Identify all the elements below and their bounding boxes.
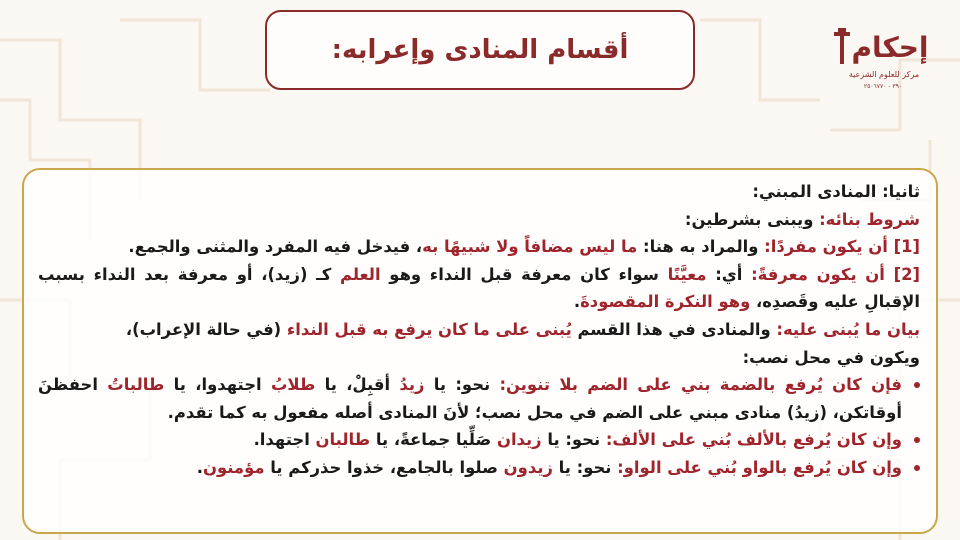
list-item: فإن كان يُرفع بالضمة بني على الضم بلا تنوين: نحو: يا زيدُ أقبِلْ، يا طلابُ اجتهدوا، يا طالباتُ احفظنَ أوقاتكن، (زيدُ) منادى مبني على الضم في محل نصب؛ لأنَ المنادى أصله مفعول به كما تقدم. (38, 371, 902, 426)
condition-1: [1] أن يكون مفردًا: والمراد به هنا: ما ليس مضافاً ولا شبيهًا به، فيدخل فيه المفرد والمثنى والجمع. (128, 237, 920, 257)
content-panel (22, 168, 938, 534)
rules-list (38, 371, 920, 481)
conditions-line: شروط بنائه: ويبنى بشرطين: (684, 209, 920, 229)
section-heading: ثانيا: المنادى المبني: (752, 182, 920, 201)
bullet-icon (914, 437, 920, 443)
position-line: ويكون في محل نصب: (742, 347, 920, 367)
brand-logo (820, 26, 938, 98)
logo-number: ٣٩٠ - ٢٥٠٦٧٧٠ (863, 83, 903, 90)
page-title: أقسام المنادى وإعرابه: (331, 35, 629, 65)
logo-subtitle: مركز للعلوم الشرعية (848, 70, 920, 79)
logo-wordmark: إحكام (851, 31, 929, 64)
condition-2: [2] أن يكون معرفةً: أي: معيَّنًا سواء كان معرفة قبل النداء وهو العلم كـ (زيد)، أو معرفة بعد النداء بسبب الإقبالِ عليه وقَصدِه، وهو النكرة المقصودةَ. (38, 264, 921, 312)
bullet-icon (914, 465, 920, 471)
list-item: وإن كان يُرفع بالألف بُني على الألف: نحو: يا زيدان صَلِّيا جماعةً، يا طالبان اجتهدا. (38, 426, 902, 454)
list-item: وإن كان يُرفع بالواو بُني على الواو: نحو: يا زيدون صلوا بالجامع، خذوا حذركم يا مؤمنون. (38, 454, 902, 482)
bullet-icon (914, 382, 920, 388)
title-banner (265, 10, 695, 90)
explanation-line: بيان ما يُبنى عليه: والمنادى في هذا القسم يُبنى على ما كان يرفع به قبل النداء (في حالة الإعراب)، (125, 319, 920, 339)
